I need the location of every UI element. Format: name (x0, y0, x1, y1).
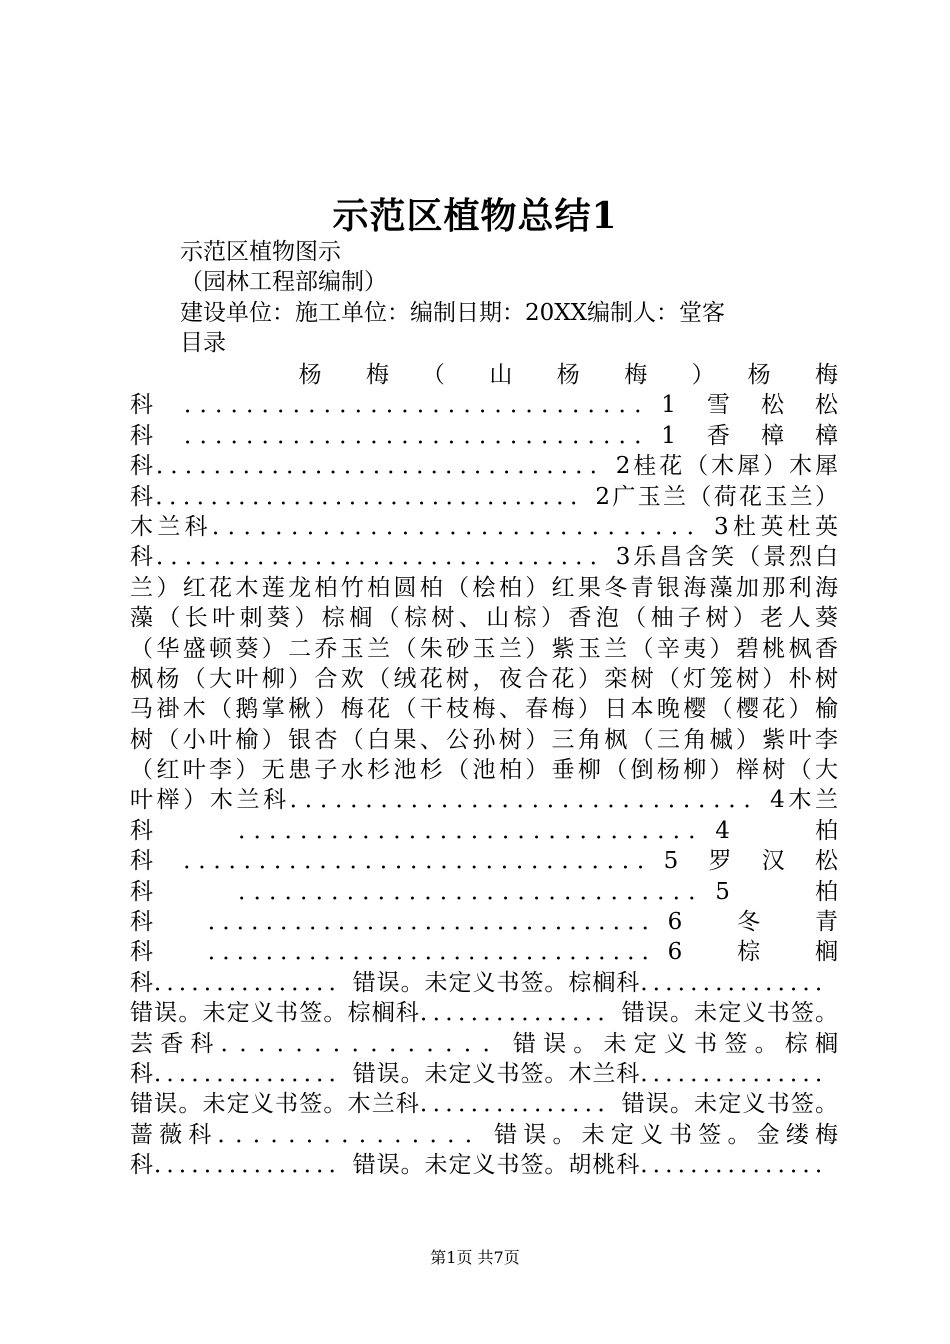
toc-heading: 目录 (180, 330, 226, 356)
toc-line: 科 ．．．．．．．．．．．．．．．．．．．．．．．．．．．．．．．5 罗 汉 松 (130, 848, 838, 875)
toc-line: 科 ．．．．．．．．．．．．．．．．．．．．．．．．．．．．．．4 柏 (130, 817, 838, 844)
toc-line: 错误。未定义书签。木兰科．．．．．．．．．．．．．．．错误。未定义书签。 (130, 1091, 838, 1118)
toc-line: （红叶李）无患子水杉池杉（池柏）垂柳（倒杨柳）榉树（大 (130, 757, 838, 784)
editor-note: （园林工程部编制） (180, 269, 387, 295)
toc-line: 芸香科．．．．．．．．．．．．．．．错误。未定义书签。棕榈 (130, 1030, 838, 1057)
document-subtitle: 示范区植物图示 (180, 239, 341, 265)
toc-line: 科 ．．．．．．．．．．．．．．．．．．．．．．．．．．．．．．．6 棕 榈 (130, 939, 838, 966)
toc-line: 科 ．．．．．．．．．．．．．．．．．．．．．．．．．．．．．．．6 冬 青 (130, 909, 838, 936)
toc-line: 科 ．．．．．．．．．．．．．．．．．．．．．．．．．．．．．．1 雪 松 松 (130, 392, 838, 419)
project-meta-line: 建设单位：施工单位：编制日期：20XX编制人：堂客 (180, 300, 726, 326)
toc-line: 错误。未定义书签。棕榈科．．．．．．．．．．．．．．．错误。未定义书签。 (130, 1000, 838, 1027)
toc-line: 木兰科．．．．．．．．．．．．．．．．．．．．．．．．．．．．．．．3杜英杜英 (130, 513, 838, 540)
toc-line: 科．．．．．．．．．．．．．．．．．．．．．．．．．．．．．．．3乐昌含笑（景烈白 (130, 544, 838, 571)
toc-line: 兰）红花木莲龙柏竹柏圆柏（桧柏）红果冬青银海藻加那利海 (130, 574, 838, 601)
toc-line: （华盛顿葵）二乔玉兰（朱砂玉兰）紫玉兰（辛夷）碧桃枫香 (130, 635, 838, 662)
toc-line: 枫杨（大叶柳）合欢（绒花树，夜合花）栾树（灯笼树）朴树 (130, 665, 838, 692)
toc-line: 科．．．．．．．．．．．．．．．错误。未定义书签。木兰科．．．．．．．．．．．．．．． (130, 1060, 838, 1087)
page-number-footer: 第1页 共7页 (430, 1248, 520, 1267)
toc-line: 科 ．．．．．．．．．．．．．．．．．．．．．．．．．．．．．．5 柏 (130, 878, 838, 905)
document-title: 示范区植物总结1 (332, 195, 618, 237)
toc-line: 科．．．．．．．．．．．．．．．．．．．．．．．．．．．．．．．2广玉兰（荷花玉兰） (130, 483, 838, 510)
toc-line: 马褂木（鹅掌楸）梅花（干枝梅、春梅）日本晚樱（樱花）榆 (130, 696, 838, 723)
toc-line: 蔷薇科．．．．．．．．．．．．．．．错误。未定义书签。金缕梅 (130, 1121, 838, 1148)
toc-line: 藻（长叶刺葵）棕榈（棕树、山棕）香泡（柚子树）老人葵 (130, 605, 838, 632)
toc-line: 科 ．．．．．．．．．．．．．．．．．．．．．．．．．．．．．．1 香 樟 樟 (130, 422, 838, 449)
toc-line: 树（小叶榆）银杏（白果、公孙树）三角枫（三角槭）紫叶李 (130, 726, 838, 753)
toc-line: 科．．．．．．．．．．．．．．．错误。未定义书签。胡桃科．．．．．．．．．．．．．．． (130, 1152, 838, 1179)
toc-line: 科．．．．．．．．．．．．．．．．．．．．．．．．．．．．．．．2桂花（木犀）木犀 (130, 453, 838, 480)
toc-line: 杨 梅 （ 山 杨 梅 ） 杨 梅 (130, 362, 838, 388)
table-of-contents (130, 360, 838, 1181)
toc-line: 叶榉）木兰科．．．．．．．．．．．．．．．．．．．．．．．．．．．．．．．4木兰 (130, 787, 838, 814)
toc-line: 科．．．．．．．．．．．．．．．错误。未定义书签。棕榈科．．．．．．．．．．．．．．． (130, 969, 838, 996)
